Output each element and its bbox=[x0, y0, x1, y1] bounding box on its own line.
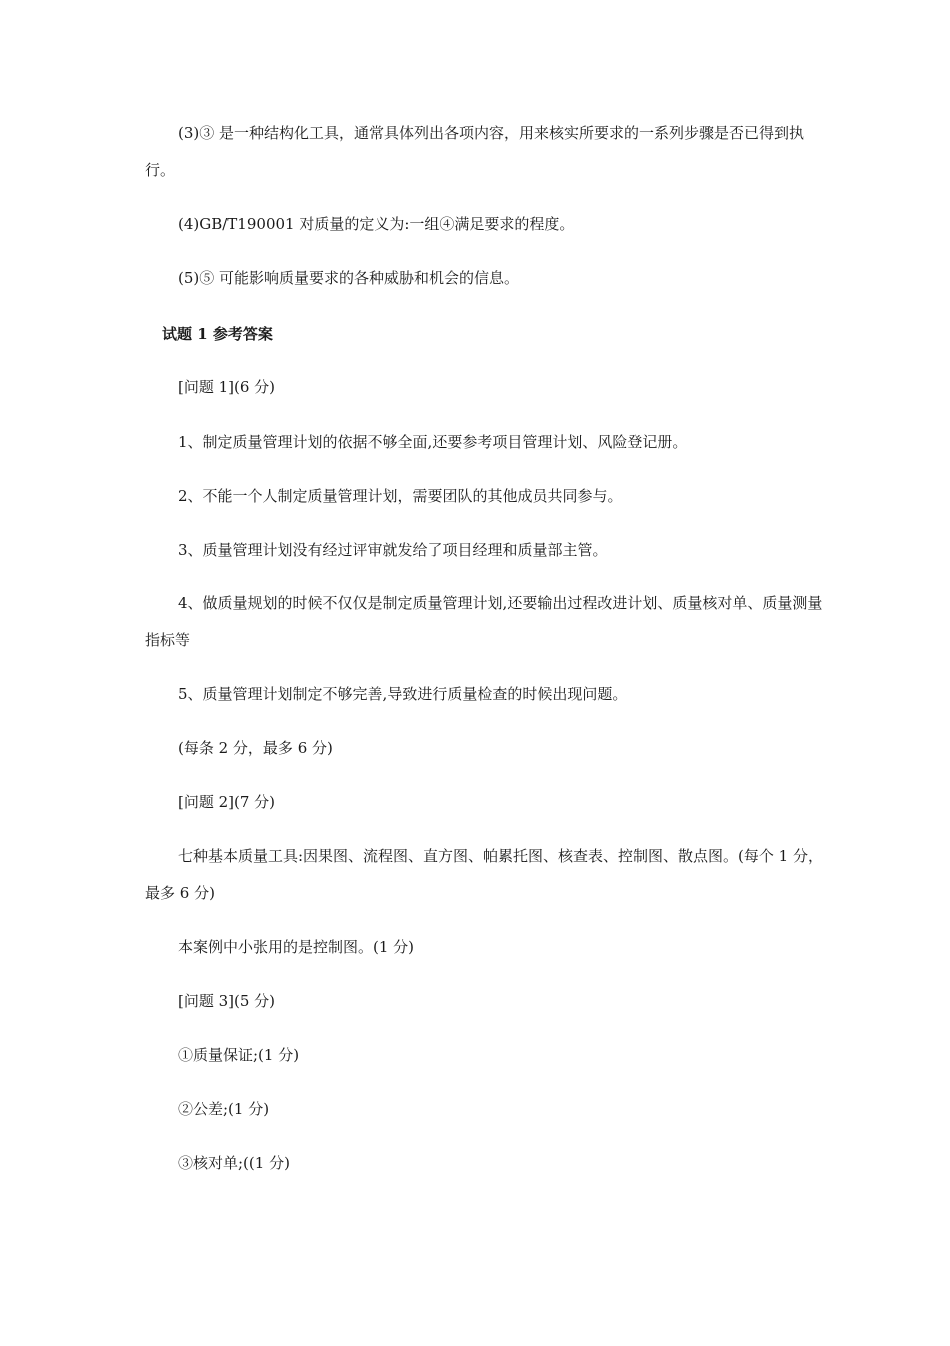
answer-1-item-3: 3、质量管理计划没有经过评审就发给了项目经理和质量部主管。 bbox=[178, 541, 608, 559]
answer-2-case: 本案例中小张用的是控制图。(1 分) bbox=[178, 938, 415, 956]
paragraph-checklist-definition: (3)③ 是一种结构化工具，通常具体列出各项内容，用来核实所要求的一系列步骤是否已得到执行。 bbox=[145, 124, 805, 179]
answer-3-item-3: ③核对单;((1 分) bbox=[178, 1154, 290, 1172]
answer-3-item-1: ①质量保证;(1 分) bbox=[178, 1046, 300, 1064]
paragraph-risk-info: (5)⑤ 可能影响质量要求的各种威胁和机会的信息。 bbox=[178, 269, 520, 287]
question-2-header: [问题 2](7 分) bbox=[178, 793, 276, 811]
answer-1-item-1: 1、制定质量管理计划的依据不够全面,还要参考项目管理计划、风险登记册。 bbox=[178, 433, 688, 451]
answer-1-item-2: 2、不能一个人制定质量管理计划，需要团队的其他成员共同参与。 bbox=[178, 487, 623, 505]
answer-1-scoring-note: (每条 2 分，最多 6 分) bbox=[178, 739, 333, 757]
answer-1-item-5: 5、质量管理计划制定不够完善,导致进行质量检查的时候出现问题。 bbox=[178, 685, 628, 703]
question-1-header: [问题 1](6 分) bbox=[178, 378, 276, 396]
answer-1-item-4: 4、做质量规划的时候不仅仅是制定质量管理计划,还要输出过程改进计划、质量核对单、质量测量指标等 bbox=[145, 594, 823, 649]
answer-3-item-2: ②公差;(1 分) bbox=[178, 1100, 270, 1118]
answer-2-tools: 七种基本质量工具:因果图、流程图、直方图、帕累托图、核查表、控制图、散点图。(每个 1 分，最多 6 分) bbox=[145, 847, 823, 902]
paragraph-quality-definition: (4)GB/T190001 对质量的定义为:一组④满足要求的程度。 bbox=[178, 215, 575, 233]
question-3-header: [问题 3](5 分) bbox=[178, 992, 276, 1010]
section-heading-answers: 试题 1 参考答案 bbox=[162, 325, 273, 343]
